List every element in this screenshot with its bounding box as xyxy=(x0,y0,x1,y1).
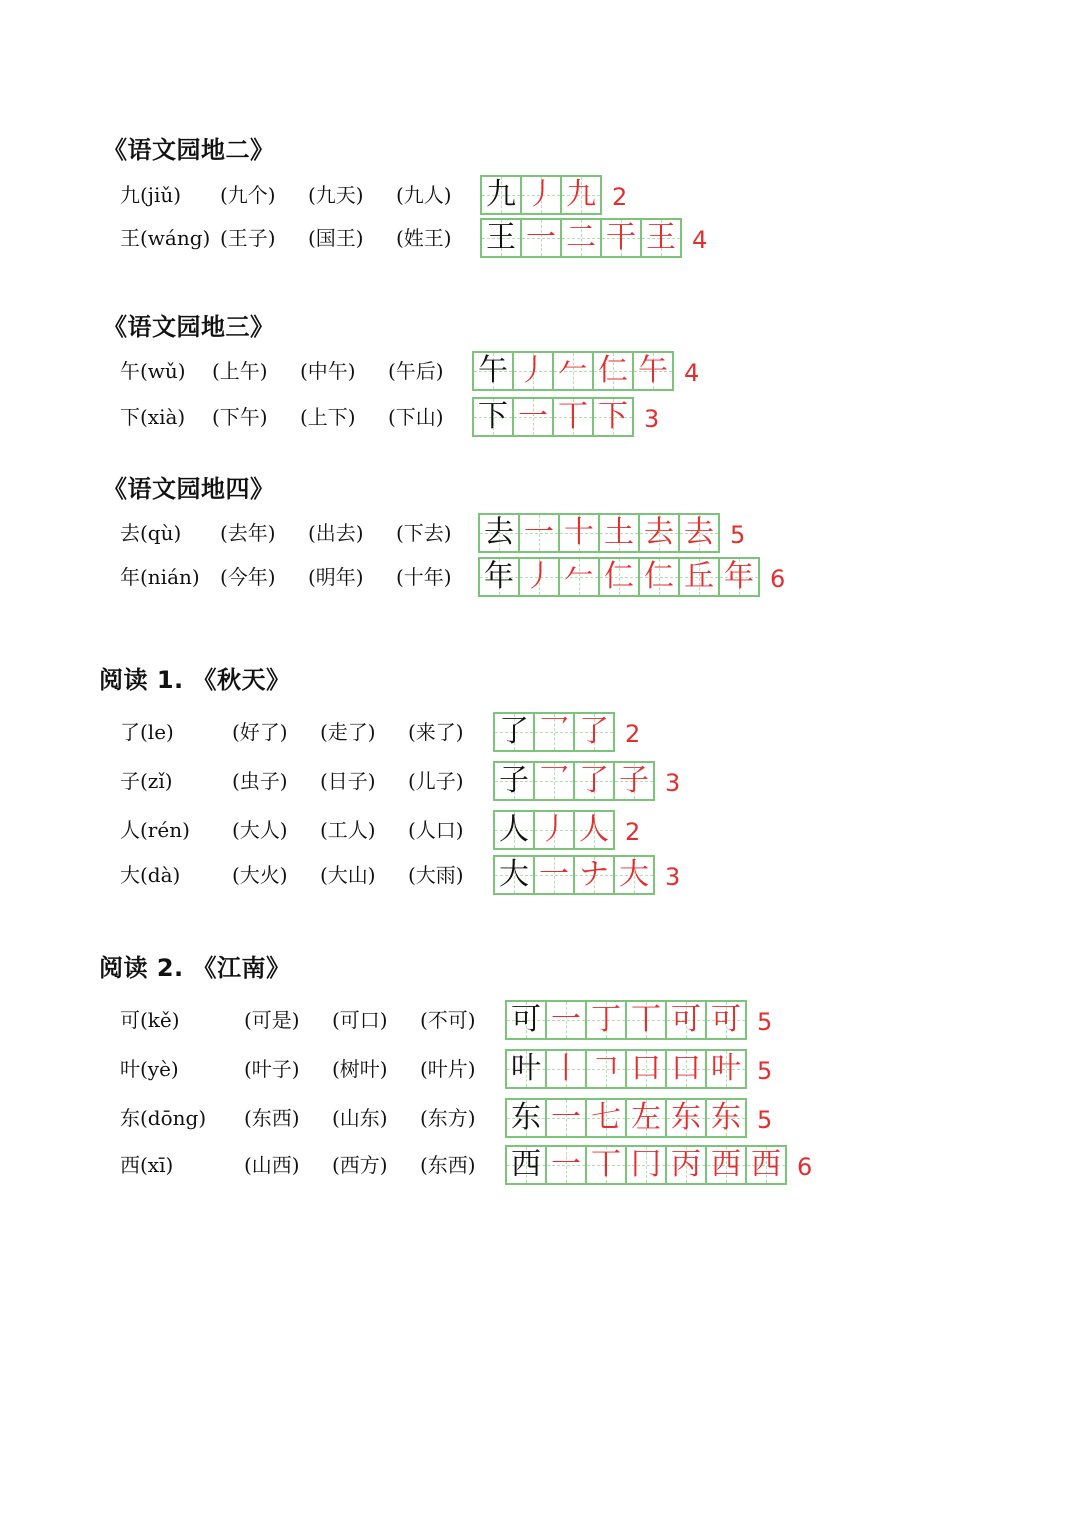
word-example: (大雨) xyxy=(408,863,464,887)
stroke-order-grid xyxy=(472,397,634,437)
word-example: (人口) xyxy=(408,818,464,842)
stroke-order-grid xyxy=(505,1098,747,1138)
model-character-cell xyxy=(474,399,514,435)
word-example: (十年) xyxy=(396,565,452,589)
stroke-step-cell xyxy=(575,857,615,893)
stroke-step-cell xyxy=(587,1100,627,1136)
model-character-cell xyxy=(495,857,535,893)
stroke-step: 十 xyxy=(564,515,594,550)
stroke-step: 一 xyxy=(539,857,569,892)
character-row xyxy=(120,761,1020,801)
character-row xyxy=(120,855,1020,895)
stroke-order-grid xyxy=(480,175,602,215)
word-example: (上午) xyxy=(212,359,268,383)
word-example: (九人) xyxy=(396,183,452,207)
stroke-step: 一 xyxy=(551,1002,581,1037)
model-character-cell xyxy=(507,1051,547,1087)
character-row xyxy=(120,1145,1020,1185)
word-example: (可是) xyxy=(244,1008,300,1032)
word-example: (山西) xyxy=(244,1153,300,1177)
model-character-cell xyxy=(474,353,514,389)
stroke-step-cell xyxy=(747,1147,787,1183)
stroke-step: 西 xyxy=(711,1147,741,1182)
stroke-step-cell xyxy=(640,515,680,551)
stroke-step-cell xyxy=(634,353,674,389)
word-example: (叶片) xyxy=(420,1057,476,1081)
stroke-count: 3 xyxy=(665,863,681,891)
stroke-step-cell xyxy=(707,1002,747,1038)
word-example: (出去) xyxy=(308,521,364,545)
character-row xyxy=(120,1000,1020,1040)
stroke-step: 一 xyxy=(526,220,556,255)
model-character-cell xyxy=(507,1147,547,1183)
word-example: (东西) xyxy=(420,1153,476,1177)
stroke-step-cell xyxy=(600,515,640,551)
character-row xyxy=(120,1049,1020,1089)
stroke-step: 丨 xyxy=(551,1051,581,1086)
stroke-step-cell xyxy=(514,353,554,389)
word-example: (不可) xyxy=(420,1008,476,1032)
word-example: (东西) xyxy=(244,1106,300,1130)
stroke-count: 3 xyxy=(644,405,660,433)
stroke-step: 冂 xyxy=(631,1147,661,1182)
stroke-step: 左 xyxy=(631,1100,661,1135)
stroke-step: 仁 xyxy=(598,353,628,388)
stroke-step: 丿 xyxy=(526,177,556,212)
stroke-step-cell xyxy=(707,1147,747,1183)
stroke-step-cell xyxy=(707,1100,747,1136)
stroke-count: 2 xyxy=(612,183,628,211)
model-character: 可 xyxy=(511,1002,541,1037)
stroke-step-cell xyxy=(547,1002,587,1038)
word-example: (好了) xyxy=(232,720,288,744)
stroke-step-cell xyxy=(535,714,575,750)
word-example: (日子) xyxy=(320,769,376,793)
stroke-step-cell xyxy=(562,220,602,256)
stroke-step-cell xyxy=(615,763,655,799)
word-example: (下去) xyxy=(396,521,452,545)
word-example: (明年) xyxy=(308,565,364,589)
model-character: 去 xyxy=(484,515,514,550)
stroke-order-grid xyxy=(478,513,720,553)
stroke-step: 口 xyxy=(671,1051,701,1086)
stroke-step-cell xyxy=(547,1051,587,1087)
model-character: 西 xyxy=(511,1147,541,1182)
character-row xyxy=(120,810,1020,850)
word-example: (东方) xyxy=(420,1106,476,1130)
stroke-step-cell xyxy=(562,177,602,213)
stroke-step: 丿 xyxy=(524,559,554,594)
stroke-step-cell xyxy=(587,1147,627,1183)
stroke-step: 𠂉 xyxy=(558,353,588,388)
character-row xyxy=(120,557,1020,597)
character-pinyin: 东(dōng) xyxy=(120,1106,207,1130)
stroke-count: 5 xyxy=(730,521,746,549)
stroke-step-cell xyxy=(594,353,634,389)
stroke-step-cell xyxy=(587,1051,627,1087)
model-character-cell xyxy=(495,763,535,799)
stroke-count: 3 xyxy=(665,769,681,797)
stroke-step-cell xyxy=(627,1051,667,1087)
stroke-step: 可 xyxy=(711,1002,741,1037)
stroke-order-grid xyxy=(505,1145,787,1185)
stroke-step-cell xyxy=(602,220,642,256)
word-example: (儿子) xyxy=(408,769,464,793)
stroke-step-cell xyxy=(560,559,600,595)
model-character-cell xyxy=(480,559,520,595)
stroke-step-cell xyxy=(522,177,562,213)
word-example: (大山) xyxy=(320,863,376,887)
stroke-order-grid xyxy=(493,810,615,850)
section-title: 《语文园地三》 xyxy=(103,313,275,341)
stroke-step: 干 xyxy=(606,220,636,255)
stroke-step: 东 xyxy=(711,1100,741,1135)
word-example: (叶子) xyxy=(244,1057,300,1081)
stroke-step: 大 xyxy=(619,857,649,892)
stroke-step-cell xyxy=(547,1147,587,1183)
stroke-count: 2 xyxy=(625,720,641,748)
stroke-step-cell xyxy=(520,515,560,551)
character-pinyin: 了(le) xyxy=(120,720,174,744)
character-pinyin: 叶(yè) xyxy=(120,1057,179,1081)
character-pinyin: 年(nián) xyxy=(120,565,200,589)
stroke-step-cell xyxy=(680,559,720,595)
character-pinyin: 九(jiǔ) xyxy=(120,183,182,207)
stroke-step: 一 xyxy=(551,1147,581,1182)
stroke-count: 5 xyxy=(757,1057,773,1085)
model-character: 王 xyxy=(486,220,516,255)
character-pinyin: 去(qù) xyxy=(120,521,182,545)
stroke-order-grid xyxy=(493,761,655,801)
stroke-step: 丿 xyxy=(539,812,569,847)
stroke-step: 𠃍 xyxy=(591,1051,621,1086)
stroke-step-cell xyxy=(667,1002,707,1038)
word-example: (九个) xyxy=(220,183,276,207)
model-character: 东 xyxy=(511,1100,541,1135)
word-example: (姓王) xyxy=(396,226,452,250)
model-character-cell xyxy=(480,515,520,551)
character-pinyin: 王(wáng) xyxy=(120,226,211,250)
stroke-order-grid xyxy=(505,1049,747,1089)
word-example: (工人) xyxy=(320,818,376,842)
stroke-step-cell xyxy=(522,220,562,256)
model-character-cell xyxy=(482,177,522,213)
stroke-step: 丅 xyxy=(631,1002,661,1037)
character-pinyin: 可(kě) xyxy=(120,1008,180,1032)
stroke-step: 土 xyxy=(604,515,634,550)
character-row xyxy=(120,397,1020,437)
word-example: (去年) xyxy=(220,521,276,545)
stroke-step-cell xyxy=(627,1100,667,1136)
model-character-cell xyxy=(495,714,535,750)
stroke-step: 了 xyxy=(579,714,609,749)
model-character: 叶 xyxy=(511,1051,541,1086)
stroke-step: 可 xyxy=(671,1002,701,1037)
stroke-step: 丘 xyxy=(684,559,714,594)
model-character-cell xyxy=(482,220,522,256)
stroke-step-cell xyxy=(667,1100,707,1136)
character-row xyxy=(120,218,1020,258)
stroke-order-grid xyxy=(505,1000,747,1040)
stroke-order-grid xyxy=(480,218,682,258)
character-row xyxy=(120,513,1020,553)
stroke-step-cell xyxy=(575,714,615,750)
stroke-step: 一 xyxy=(524,515,554,550)
word-example: (中午) xyxy=(300,359,356,383)
stroke-step: 𠂉 xyxy=(564,559,594,594)
model-character: 人 xyxy=(499,812,529,847)
stroke-step: 丁 xyxy=(591,1002,621,1037)
stroke-step-cell xyxy=(520,559,560,595)
model-character-cell xyxy=(495,812,535,848)
stroke-step: 二 xyxy=(566,220,596,255)
stroke-step-cell xyxy=(642,220,682,256)
stroke-step-cell xyxy=(627,1002,667,1038)
word-example: (西方) xyxy=(332,1153,388,1177)
stroke-step: 九 xyxy=(566,177,596,212)
stroke-step: 一 xyxy=(551,1100,581,1135)
section-title: 《语文园地二》 xyxy=(103,136,275,164)
stroke-step: 仁 xyxy=(644,559,674,594)
stroke-count: 4 xyxy=(692,226,708,254)
model-character: 午 xyxy=(478,353,508,388)
stroke-step: 人 xyxy=(579,812,609,847)
stroke-step: 丿 xyxy=(518,353,548,388)
character-row xyxy=(120,1098,1020,1138)
stroke-step: 一 xyxy=(518,399,548,434)
stroke-step: 下 xyxy=(598,399,628,434)
character-pinyin: 大(dà) xyxy=(120,863,181,887)
stroke-step: 子 xyxy=(619,763,649,798)
stroke-step-cell xyxy=(560,515,600,551)
stroke-step: 年 xyxy=(724,559,754,594)
stroke-step: 去 xyxy=(684,515,714,550)
stroke-step: 丅 xyxy=(591,1147,621,1182)
word-example: (上下) xyxy=(300,405,356,429)
stroke-step-cell xyxy=(667,1147,707,1183)
model-character: 了 xyxy=(499,714,529,749)
word-example: (走了) xyxy=(320,720,376,744)
model-character: 年 xyxy=(484,559,514,594)
stroke-step-cell xyxy=(600,559,640,595)
section-title: 阅读 1. 《秋天》 xyxy=(99,666,291,694)
character-pinyin: 子(zǐ) xyxy=(120,769,173,793)
model-character-cell xyxy=(507,1002,547,1038)
stroke-step: 西 xyxy=(751,1147,781,1182)
character-pinyin: 下(xià) xyxy=(120,405,186,429)
model-character: 大 xyxy=(499,857,529,892)
word-example: (下午) xyxy=(212,405,268,429)
stroke-step: 丅 xyxy=(558,399,588,434)
word-example: (今年) xyxy=(220,565,276,589)
stroke-step-cell xyxy=(575,763,615,799)
stroke-step-cell xyxy=(514,399,554,435)
stroke-step-cell xyxy=(627,1147,667,1183)
stroke-step-cell xyxy=(535,812,575,848)
stroke-order-grid xyxy=(478,557,760,597)
word-example: (山东) xyxy=(332,1106,388,1130)
stroke-step-cell xyxy=(640,559,680,595)
word-example: (下山) xyxy=(388,405,444,429)
stroke-count: 4 xyxy=(684,359,700,387)
section-title: 阅读 2. 《江南》 xyxy=(99,954,291,982)
section-title: 《语文园地四》 xyxy=(103,475,275,503)
word-example: (可口) xyxy=(332,1008,388,1032)
stroke-count: 6 xyxy=(770,565,786,593)
stroke-step: 王 xyxy=(646,220,676,255)
stroke-step-cell xyxy=(615,857,655,893)
stroke-count: 6 xyxy=(797,1153,813,1181)
stroke-step: 乛 xyxy=(539,763,569,798)
model-character: 子 xyxy=(499,763,529,798)
stroke-step-cell xyxy=(575,812,615,848)
stroke-step-cell xyxy=(587,1002,627,1038)
model-character: 下 xyxy=(478,399,508,434)
stroke-count: 2 xyxy=(625,818,641,846)
stroke-step: 去 xyxy=(644,515,674,550)
stroke-step: 叶 xyxy=(711,1051,741,1086)
stroke-step: 口 xyxy=(631,1051,661,1086)
stroke-step: 东 xyxy=(671,1100,701,1135)
character-pinyin: 西(xī) xyxy=(120,1153,174,1177)
word-example: (王子) xyxy=(220,226,276,250)
word-example: (午后) xyxy=(388,359,444,383)
word-example: (来了) xyxy=(408,720,464,744)
stroke-step-cell xyxy=(720,559,760,595)
character-pinyin: 午(wǔ) xyxy=(120,359,186,383)
stroke-step: 七 xyxy=(591,1100,621,1135)
word-example: (大火) xyxy=(232,863,288,887)
character-row xyxy=(120,351,1020,391)
stroke-step-cell xyxy=(535,763,575,799)
stroke-step: 乛 xyxy=(539,714,569,749)
character-pinyin: 人(rén) xyxy=(120,818,190,842)
stroke-step-cell xyxy=(680,515,720,551)
word-example: (国王) xyxy=(308,226,364,250)
stroke-count: 5 xyxy=(757,1106,773,1134)
character-row xyxy=(120,175,1020,215)
stroke-step: 了 xyxy=(579,763,609,798)
stroke-step: 仁 xyxy=(604,559,634,594)
stroke-step-cell xyxy=(535,857,575,893)
stroke-order-grid xyxy=(493,855,655,895)
word-example: (虫子) xyxy=(232,769,288,793)
stroke-step-cell xyxy=(554,353,594,389)
word-example: (九天) xyxy=(308,183,364,207)
stroke-step: 丙 xyxy=(671,1147,701,1182)
stroke-step-cell xyxy=(554,399,594,435)
stroke-step-cell xyxy=(594,399,634,435)
model-character: 九 xyxy=(486,177,516,212)
stroke-step: ナ xyxy=(579,857,609,892)
stroke-step-cell xyxy=(707,1051,747,1087)
stroke-order-grid xyxy=(472,351,674,391)
word-example: (大人) xyxy=(232,818,288,842)
word-example: (树叶) xyxy=(332,1057,388,1081)
stroke-order-grid xyxy=(493,712,615,752)
stroke-step: 午 xyxy=(638,353,668,388)
model-character-cell xyxy=(507,1100,547,1136)
character-row xyxy=(120,712,1020,752)
stroke-step-cell xyxy=(547,1100,587,1136)
stroke-step-cell xyxy=(667,1051,707,1087)
stroke-count: 5 xyxy=(757,1008,773,1036)
